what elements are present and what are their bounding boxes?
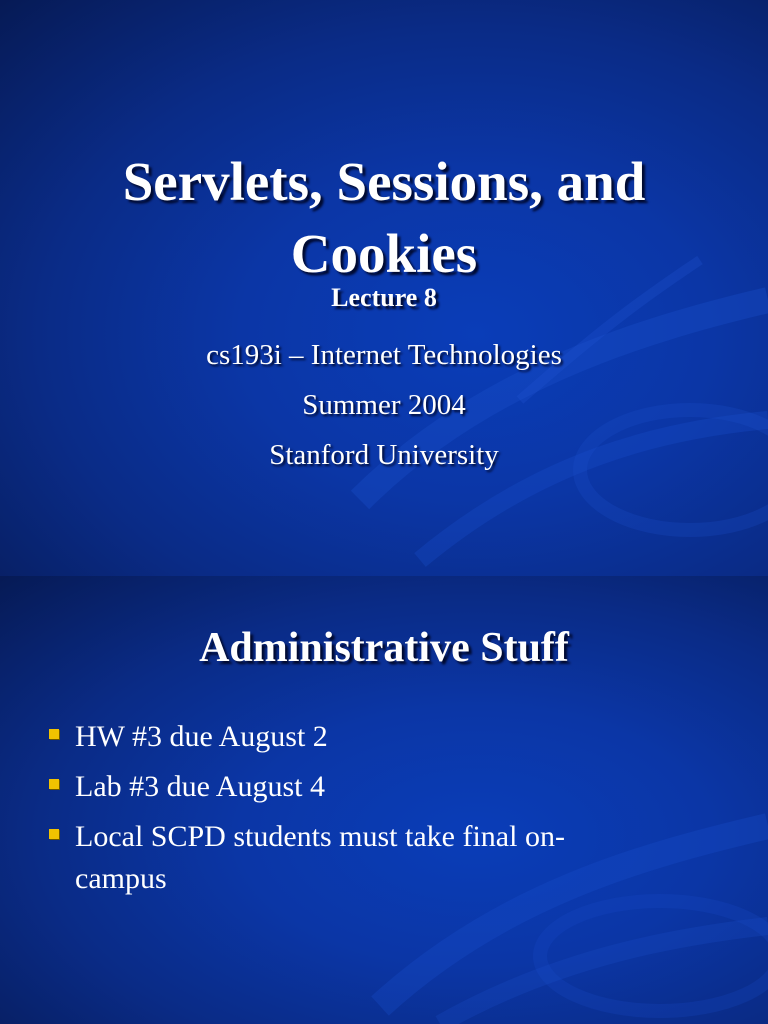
slide-title: Administrative Stuff xyxy=(199,625,569,671)
square-bullet-icon xyxy=(49,779,59,789)
university-name: Stanford University xyxy=(269,439,499,471)
administrative-slide xyxy=(0,576,768,1024)
slide-title-line-2: Cookies xyxy=(290,223,478,284)
list-item xyxy=(46,816,646,900)
bullet-text: Local SCPD students must take final on-campus xyxy=(75,820,565,895)
course-name: cs193i – Internet Technologies xyxy=(206,339,562,371)
slide-title-line-1: Servlets, Sessions, and xyxy=(122,151,646,212)
slide-title xyxy=(0,146,768,290)
bullet-text: HW #3 due August 2 xyxy=(75,720,328,753)
course-info xyxy=(0,330,768,480)
bullet-list xyxy=(46,716,646,908)
square-bullet-icon xyxy=(49,829,59,839)
lecture-number: Lecture 8 xyxy=(331,283,437,312)
bullet-text: Lab #3 due August 4 xyxy=(75,770,325,803)
list-item xyxy=(46,766,646,808)
course-term: Summer 2004 xyxy=(302,389,466,421)
square-bullet-icon xyxy=(49,729,59,739)
list-item xyxy=(46,716,646,758)
